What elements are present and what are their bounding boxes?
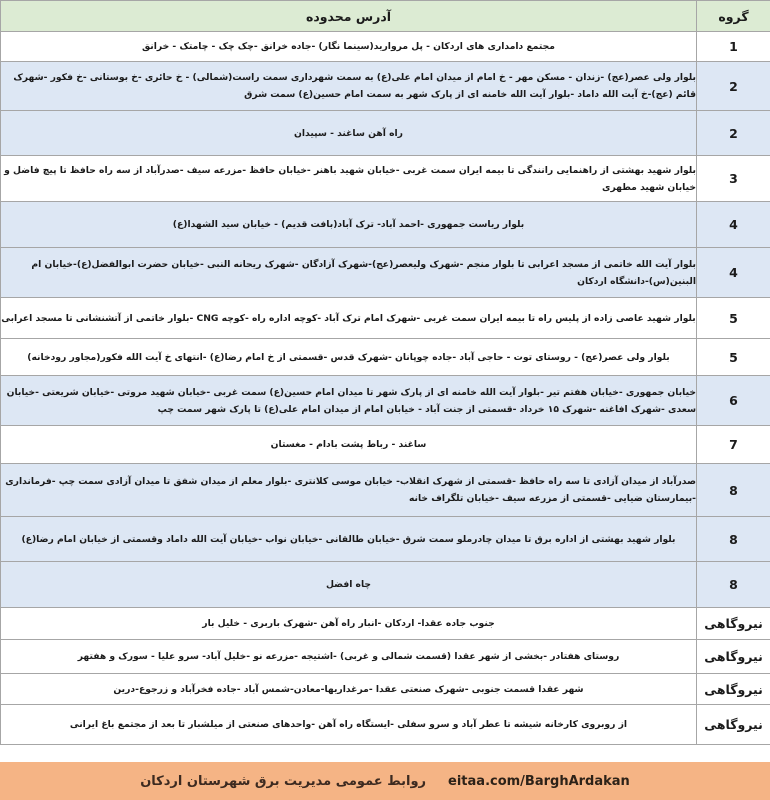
group-cell: 4 [697,202,770,248]
address-cell: شهر عقدا قسمت جنوبی -شهرک صنعتی عقدا -مرغداریها-معادن-شمس آباد -جاده فخرآباد و زرجوع-درین [1,674,697,705]
group-cell: 8 [697,562,770,608]
table-row [1,32,770,62]
address-cell: بلوار شهید عاصی زاده از پلیس راه تا بیمه ایران سمت غربی -شهرک امام ترک آباد -کوچه اداره راه -کوچه CNG -بلوار خاتمی از آتشنشانی تا مسجد اعرابی [1,298,697,339]
table-row [1,640,770,674]
address-cell: بلوار شهید بهشتی از اداره برق تا میدان چادرملو سمت شرق -خیابان طالقانی -خیابان نواب -خیابان آیت الله داماد وقسمتی از خیابان امام رضا(ع) [1,517,697,562]
group-cell: 1 [697,32,770,62]
address-cell: چاه افضل [1,562,697,608]
table-row [1,156,770,202]
header-row [1,1,770,32]
address-cell: جنوب جاده عقدا- اردکان -انبار راه آهن -شهرک باربری - خلیل بار [1,608,697,640]
address-cell: از روبروی کارخانه شیشه تا عطر آباد و سرو سفلی -ایستگاه راه آهن -واحدهای صنعتی از میلشبار تا بعد از مجتمع باغ ایرانی [1,705,697,745]
group-cell: 2 [697,111,770,156]
address-cell: مجتمع دامداری های اردکان - پل مروارید(سینما نگار) -جاده خرانق -چک چک - چامتک - خرانق [1,32,697,62]
address-cell: بلوار آیت الله خاتمی از مسجد اعرابی تا بلوار منجم -شهرک ولیعصر(عج)-شهرک آزادگان -شهرک ریحانه النبی -خیابان حضرت ابوالفضل(ع)-خیابان ام البنین(س)-دانشگاه اردکان [1,248,697,298]
table-row [1,426,770,464]
table-row [1,464,770,517]
group-cell: 3 [697,156,770,202]
table-row [1,339,770,376]
channel-link[interactable]: eitaa.com/BarghArdakan [448,773,630,789]
footer-title: روابط عمومی مدیریت برق شهرستان اردکان [140,773,427,789]
group-cell: نیروگاهی [697,674,770,705]
table-row [1,517,770,562]
footer-banner [0,762,770,800]
group-cell: 5 [697,339,770,376]
group-cell: 8 [697,517,770,562]
address-cell: بلوار شهید بهشتی از راهنمایی رانندگی تا بیمه ایران سمت غربی -خیابان شهید باهنر -خیابان حافظ -مزرعه سیف -صدرآباد از سه راه حافظ تا پیچ فاضل و خیابان شهید مطهری [1,156,697,202]
group-cell: 7 [697,426,770,464]
group-cell: 5 [697,298,770,339]
group-cell: نیروگاهی [697,705,770,745]
group-cell: نیروگاهی [697,640,770,674]
address-cell: روستای هفتادر -بخشی از شهر عقدا (قسمت شمالی و غربی) -اشتیجه -مزرعه نو -خلیل آباد- سرو علیا - سورک و هفتهر [1,640,697,674]
address-cell: راه آهن ساغند - سپیدان [1,111,697,156]
table-row [1,202,770,248]
address-column-header: آدرس محدوده [1,1,697,32]
address-cell: ساغند - رباط پشت بادام - مغستان [1,426,697,464]
address-cell: خیابان جمهوری -خیابان هفتم تیر -بلوار آیت الله خامنه ای از پارک شهر تا میدان امام حسین(ع) سمت غربی -خیابان شهید مروتی -خیابان شریعتی -خیابان سعدی -شهرک افاغنه -شهرک ۱۵ خرداد -قسمتی از جنت آباد - خیابان امام از میدان امام علی(ع) تا پارک شهر سمت چپ [1,376,697,426]
table-row [1,562,770,608]
group-column-header: گروه [697,1,770,32]
group-cell: 2 [697,62,770,111]
table-row [1,376,770,426]
address-cell: بلوار ولی عصر(عج) -زندان - مسکن مهر - خ امام از میدان امام علی(ع) به سمت شهرداری سمت راست(شمالی) - خ حائری -خ بوستانی -خ فکور -شهرک قائم (عج)-خ آیت الله داماد -بلوار آیت الله خامنه ای از پارک شهر به سمت امام حسین(ع) سمت شرق [1,62,697,111]
address-cell: بلوار ریاست جمهوری -احمد آباد- ترک آباد(بافت قدیم) - خیابان سید الشهدا(ع) [1,202,697,248]
table-row [1,705,770,745]
group-cell: نیروگاهی [697,608,770,640]
table-row [1,298,770,339]
group-cell: 8 [697,464,770,517]
address-cell: بلوار ولی عصر(عج) - روستای توت - حاجی آباد -جاده چوپانان -شهرک قدس -قسمتی از خ امام رضا(ع) -انتهای خ آیت الله فکور(مجاور رودخانه) [1,339,697,376]
table-row [1,608,770,640]
group-cell: 4 [697,248,770,298]
table-row [1,674,770,705]
table-row [1,62,770,111]
table-row [1,111,770,156]
group-cell: 6 [697,376,770,426]
address-cell: صدرآباد از میدان آزادی تا سه راه حافظ -قسمتی از شهرک انقلاب- خیابان موسی کلانتری -بلوار معلم از میدان شفق تا میدان آزادی سمت چپ -فرمانداری -بیمارستان ضیایی -قسمتی از مزرعه سیف -خیابان تلگراف خانه [1,464,697,517]
table-row [1,248,770,298]
